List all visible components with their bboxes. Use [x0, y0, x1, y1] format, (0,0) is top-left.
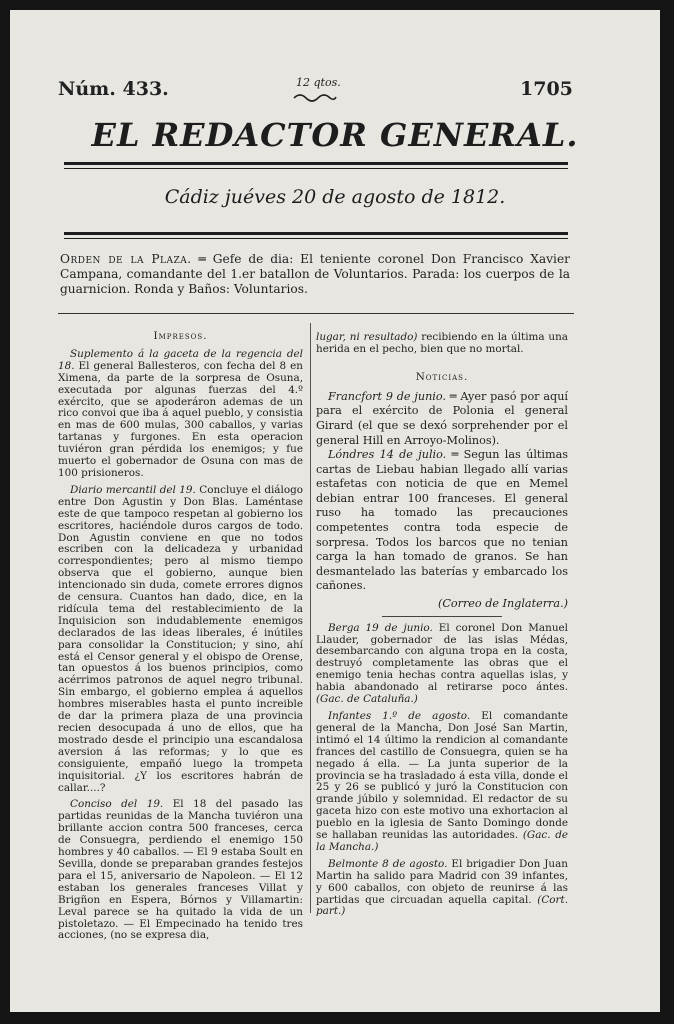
noticias-heading: Noticias.: [415, 370, 469, 383]
francfort-text: ═ Ayer pasó por aquí para el exército de Polonia el general Girard (el que se dexó sorprehender por el general Hill en Arroyo-Molinos).: [316, 389, 568, 447]
flourish-ornament-icon: [292, 92, 338, 104]
dateline-rule-thick: [64, 232, 568, 235]
suplemento-text: El general Ballesteros, con fecha del 8 en Ximena, da parte de la sorpresa de Osuna, executada por algunas fuerzas del 4.º exército, que se apoderáron ademas de un rico convoi que iba á aquel pueblo, y consistia en mas de 600 mulas, 300 caballos, y varias tartanas y furgones. En esta operacion tuviéron gran pérdida los enemigos; y fue muerto el gobernador de Osuna con mas de 100 prisioneros.: [58, 359, 303, 479]
conciso-paragraph: [58, 799, 303, 942]
infantes-source: (Gac. de la Mancha.): [316, 829, 569, 853]
right-column: [316, 332, 568, 918]
londres-lead: Lóndres 14 de julio.: [328, 448, 447, 462]
issue-price: 12 qtos.: [296, 76, 341, 89]
dateline-rule-thin: [64, 238, 568, 239]
belmonte-source: (Cort. part.): [316, 893, 569, 918]
diario-text: Concluye el diálogo entre Don Agustin y Don Blas. Laméntase este de que tampoco respetan al gobierno los escritores, haciéndole duros cargos de todo. Don Agustin conviene en que no todos escriben con la delicadeza y urbanidad correspondientes; pero al mismo tiempo observa que el gobierno, aunque bien intencionado sin duda, comete errores dignos de censura. Cuantos han dado, dice, en la ridícula tema del restablecimiento de la Inquisicion son indudablemente enemigos declarados de las ideas liberales, é inútiles para consolidar la Constitucion; y sino, ahí está el Censor general y el obispo de Orense, tan opuestos á los buenos principios, como acérrimos patronos de aquel negro tribunal. Sin embargo, el gobierno emplea á aquellos hombres miserables hasta el punto increible de dar la primera plaza de una provincia recien desocupada á uno de ellos, que ha mostrado desde el principio una escandalosa aversion á las reformas; y lo que es consiguiente, empañó luego la trompeta inquisitorial. ¿Y los escritores habrán de callar....?: [58, 483, 303, 794]
berga-text: El coronel Don Manuel Llauder, gobernador de las islas Médas, desembarcando con alguna tropa en la costa, destruyó completamente las obras que el enemigo tenia hechas contra aquellas islas, y habia abandonado al retirarse poco ántes.: [316, 621, 568, 694]
belmonte-lead: Belmonte 8 de agosto.: [328, 857, 448, 870]
belmonte-paragraph: [316, 859, 568, 919]
suplemento-lead: Suplemento á la gaceta de la regencia del 18.: [58, 347, 303, 372]
berga-lead: Berga 19 de junio.: [328, 621, 433, 634]
continuation-text: recibiendo en la última una herida en el pecho, bien que no mortal.: [316, 331, 569, 355]
suplemento-paragraph: [58, 349, 303, 480]
masthead-rule-thin: [64, 168, 568, 169]
left-column: [58, 331, 303, 942]
londres-paragraph: [316, 448, 568, 594]
diario-lead: Diario mercantil del 19.: [70, 483, 196, 496]
noticias-block: [316, 390, 568, 612]
berga-paragraph: [316, 623, 568, 706]
continuation-paragraph: [316, 332, 568, 356]
orden-de-la-plaza: [60, 252, 570, 297]
berga-source: (Gac. de Cataluña.): [316, 693, 418, 706]
orden-label: Orden de la Plaza.: [60, 252, 192, 266]
section-divider: [58, 313, 574, 314]
newspaper-page: [10, 10, 660, 1012]
conciso-lead: Conciso del 19.: [70, 798, 164, 811]
belmonte-text: El brigadier Don Juan Martin ha salido para Madrid con 39 infantes, y 600 caballos, con objeto de reunirse á las partidas que circuadan aquella capital.: [316, 857, 568, 906]
francfort-lead: Francfort 9 de junio.: [328, 389, 446, 403]
issue-number: Núm. 433.: [58, 78, 169, 100]
francfort-paragraph: [316, 390, 568, 448]
infantes-lead: Infantes 1.º de agosto.: [328, 709, 471, 722]
infantes-text: El comandante general de la Mancha, Don José San Martin, intimó el 14 último la rendicion al comandante frances del castillo de Consuegra, quien se ha negado á ella. — La junta superior de la provincia se ha trasladado á esta villa, donde el 25 y 26 se publicó y juró la Constitucion con grande júbilo y solemnidad. El redactor de su gaceta hizo con este motivo una exhortacion al pueblo en la iglesia de Santo Domingo donde se hallaban reunidas las autoridades.: [316, 709, 568, 842]
orden-text: ═ Gefe de dia: El teniente coronel Don Francisco Xavier Campana, comandante del 1.er batallon de Voluntarios. Parada: los cuerpos de la guarnicion. Ronda y Baños: Voluntarios.: [60, 252, 570, 296]
conciso-text: El 18 del pasado las partidas reunidas de la Mancha tuviéron una brillante accion contra 500 franceses, cerca de Consuegra, perdiendo el enemigo 150 hombres y 40 caballos. — El 9 estaba Soult en Sevilla, donde se preparaban grandes festejos para el 15, aniversario de Napoleon. — El 12 estaban los generales franceses Villat y Brigñon en Espera, Bórnos y Villamartin: Leval parece se ha quitado la vida de un pistoletazo. — El Empecinado ha tenido tres acciones, (no se expresa dia,: [58, 798, 303, 942]
masthead-rule-thick: [64, 162, 568, 165]
page-number: 1705: [520, 78, 573, 100]
masthead-title: EL REDACTOR GENERAL.: [91, 116, 579, 154]
diario-paragraph: [58, 485, 303, 795]
column-divider: [310, 323, 311, 913]
news-divider: [382, 616, 502, 617]
impresos-heading: Impresos.: [153, 330, 208, 342]
correo-signature: (Correo de Inglaterra.): [437, 597, 568, 611]
infantes-paragraph: [316, 711, 568, 854]
londres-text: ═ Segun las últimas cartas de Liebau habian llegado allí varias estafetas con noticia de que en Memel debian entrar 100 franceses. El general ruso ha tomado las precauciones competentes contra toda especie de sorpresa. Todos los barcos que no tenian carga la han tomado de granos. Se han desmantelado las baterías y embarcado los cañones.: [316, 448, 569, 593]
dateline: Cádiz juéves 20 de agosto de 1812.: [164, 186, 506, 208]
continuation-lead: lugar, ni resultado): [316, 331, 418, 343]
